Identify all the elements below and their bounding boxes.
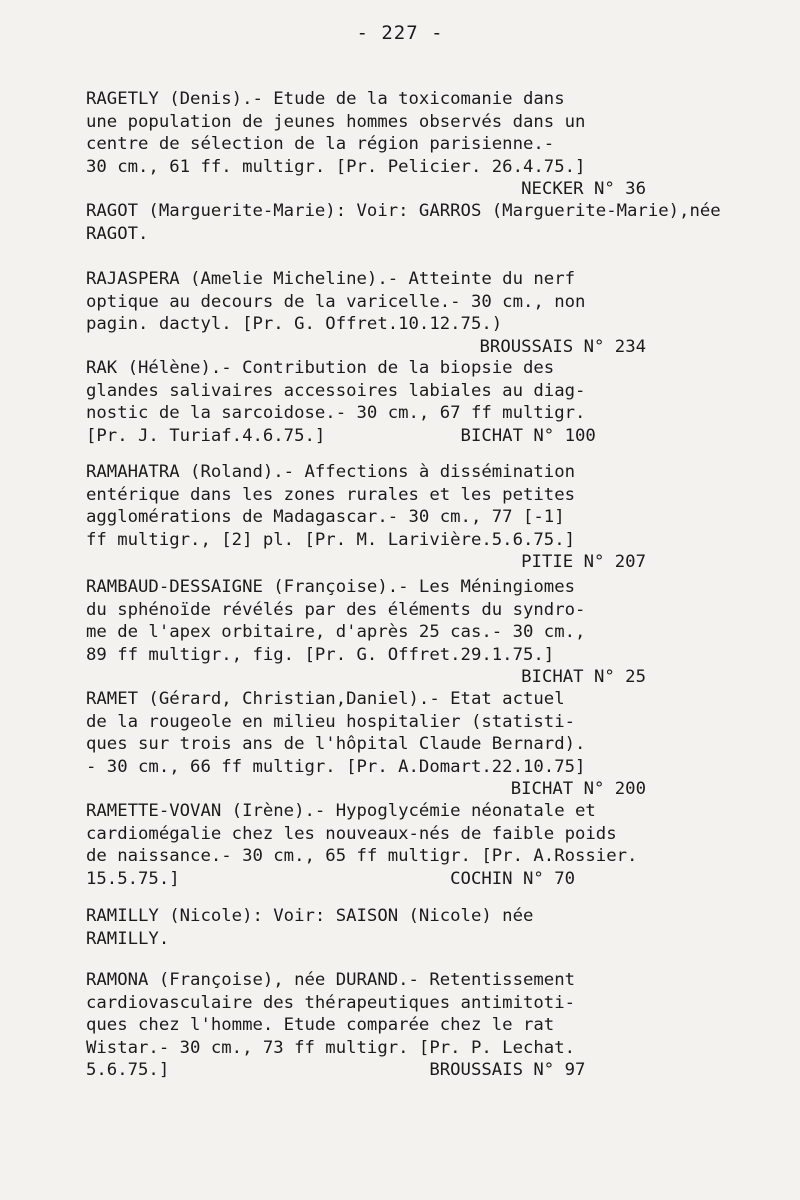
page-number: - 227 - [356, 22, 444, 44]
bibliography-entry [86, 461, 646, 574]
entry-line: RAJASPERA (Amelie Micheline).- Atteinte du nerf [86, 269, 575, 289]
entry-line: 89 ff multigr., fig. [Pr. G. Offret.29.1.75.] [86, 644, 555, 665]
bibliography-entry [86, 88, 646, 201]
bibliography-entry [86, 800, 646, 890]
entry-line: RAGETLY (Denis).- Etude de la toxicomanie dans [86, 89, 565, 109]
entry-line: RAMETTE-VOVAN (Irène).- Hypoglycémie néonatale et [86, 801, 596, 821]
entry-location: BICHAT N° 200 [510, 779, 646, 799]
entry-line: RAGOT. [86, 223, 149, 244]
entry-line: me de l'apex orbitaire, d'après 25 cas.- 30 cm., [86, 622, 586, 642]
entry-location: NECKER N° 36 [521, 179, 646, 199]
entry-line: 15.5.75.] COCHIN N° 70 [86, 868, 575, 889]
entry-line: RAMET (Gérard, Christian,Daniel).- Etat actuel [86, 689, 565, 709]
bibliography-entry [86, 200, 721, 245]
bibliography-entry [86, 905, 646, 950]
entry-line: entérique dans les zones rurales et les petites [86, 484, 575, 505]
entry-line: RAMILLY. [86, 928, 170, 949]
bibliography-entry [86, 268, 646, 358]
entry-line: RAGOT (Marguerite-Marie): Voir: GARROS (Marguerite-Marie),née [86, 201, 721, 221]
entry-line: RAMBAUD-DESSAIGNE (Françoise).- Les Méningiomes [86, 577, 575, 597]
entry-line: du sphénoïde révélés par des éléments du syndro- [86, 599, 586, 620]
entry-line: de la rougeole en milieu hospitalier (statisti- [86, 711, 575, 732]
entry-location: PITIE N° 207 [521, 552, 646, 572]
bibliography-entry [86, 969, 646, 1082]
bibliography-entry [86, 688, 646, 801]
entry-line: RAMAHATRA (Roland).- Affections à dissémination [86, 462, 575, 482]
entry-line: RAMILLY (Nicole): Voir: SAISON (Nicole) née [86, 906, 534, 926]
entry-line: ques chez l'homme. Etude comparée chez le rat [86, 1015, 555, 1035]
entry-line: centre de sélection de la région parisienne.- [86, 134, 555, 154]
entry-line: une population de jeunes hommes observés dans un [86, 111, 586, 132]
entry-line: optique au decours de la varicelle.- 30 cm., non [86, 291, 586, 312]
bibliography-entry [86, 357, 646, 447]
entry-line: RAK (Hélène).- Contribution de la biopsie des [86, 358, 555, 378]
entry-line: ques sur trois ans de l'hôpital Claude Bernard). [86, 734, 586, 754]
entry-line: pagin. dactyl. [Pr. G. Offret.10.12.75.) [86, 314, 503, 334]
entry-location: BROUSSAIS N° 234 [479, 336, 646, 357]
entry-line: 5.6.75.] BROUSSAIS N° 97 [86, 1060, 586, 1080]
entry-location: BICHAT N° 25 [521, 667, 646, 687]
entry-line: Wistar.- 30 cm., 73 ff multigr. [Pr. P. Lechat. [86, 1037, 575, 1058]
entry-line: - 30 cm., 66 ff multigr. [Pr. A.Domart.22.10.75] [86, 756, 586, 777]
entry-line: cardiovasculaire des thérapeutiques antimitoti- [86, 992, 575, 1013]
bibliography-entry [86, 576, 646, 689]
entry-line: de naissance.- 30 cm., 65 ff multigr. [Pr. A.Rossier. [86, 846, 638, 866]
entry-line: 30 cm., 61 ff. multigr. [Pr. Pelicier. 26.4.75.] [86, 156, 586, 177]
entry-line: nostic de la sarcoidose.- 30 cm., 67 ff multigr. [86, 403, 586, 423]
entry-line: glandes salivaires accessoires labiales au diag- [86, 380, 586, 401]
entry-line: cardiomégalie chez les nouveaux-nés de faible poids [86, 823, 617, 844]
entry-line: agglomérations de Madagascar.- 30 cm., 77 [-1] [86, 507, 565, 527]
entry-line: RAMONA (Françoise), née DURAND.- Retentissement [86, 970, 575, 990]
entry-line: ff multigr., [2] pl. [Pr. M. Larivière.5.6.75.] [86, 529, 575, 550]
entry-line: [Pr. J. Turiaf.4.6.75.] BICHAT N° 100 [86, 425, 596, 446]
